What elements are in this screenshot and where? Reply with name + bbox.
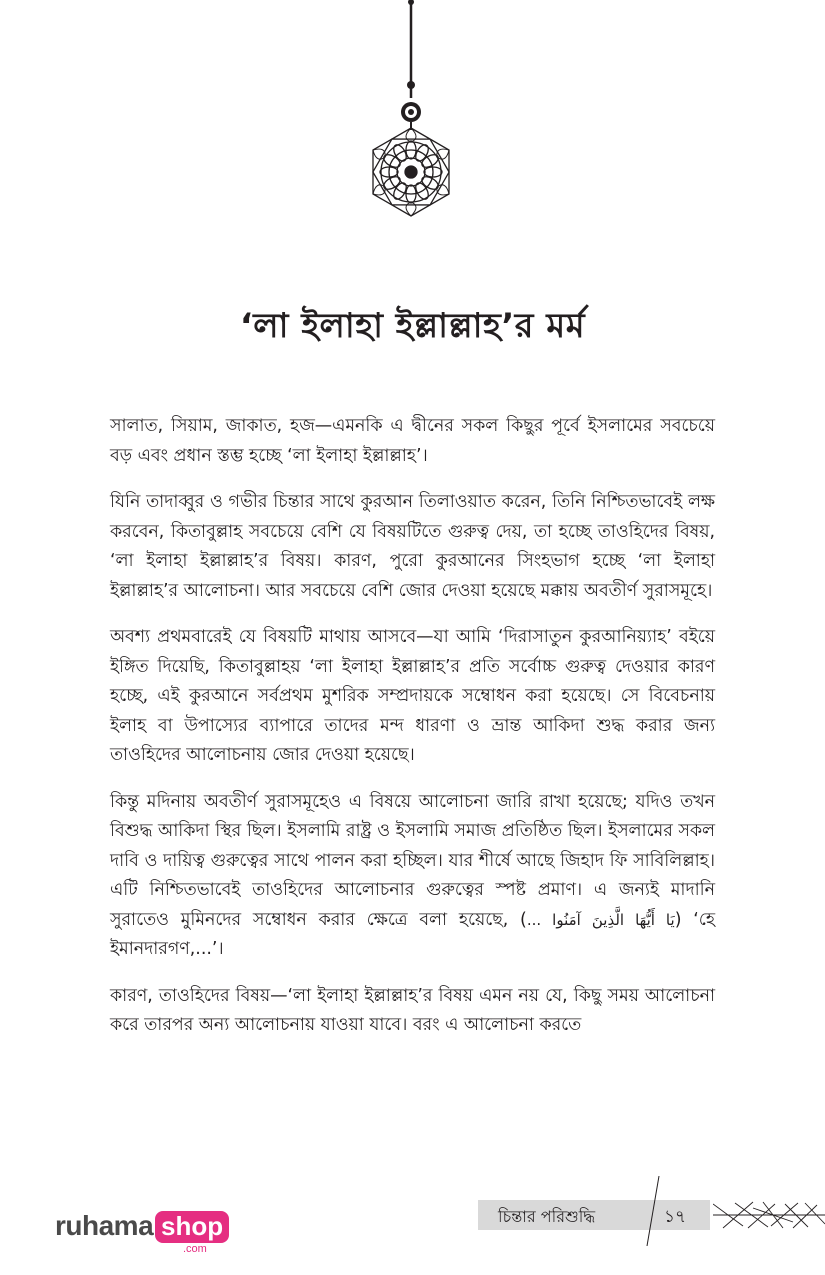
page-number: ১৭: [664, 1207, 687, 1227]
arabic-quote: يَا أَيُّهَا الَّذِينَ آمَنُوا ...: [526, 910, 675, 929]
logo-text-ruhama: ruhama: [55, 1210, 154, 1241]
paragraph: [110, 788, 715, 965]
footer-book-title: চিন্তার পরিশুদ্ধি: [498, 1207, 596, 1226]
paragraph: অবশ্য প্রথমবারেই যে বিষয়টি মাথায় আসবে—যা আমি ‘দিরাসাতুন কুরআনিয়্যাহ’ বইয়ে ইঙ্গিত দিয়েছি, কিতাবুল্লাহয় ‘লা ইলাহা ইল্লাল্লাহ’র প্রতি সর্বোচ্চ গুরুত্ব দেওয়ার কারণ হচ্ছে, এই কুরআনে সর্বপ্রথম মুশরিক সম্প্রদায়কে সম্বোধন করা হয়েছে। সে বিবেচনায় ইলাহ বা উপাস্যের ব্যাপারে তাদের মন্দ ধারণা ও ভ্রান্ত আকিদা শুদ্ধ করার জন্য তাওহিদের আলোচনায় জোর দেওয়া হয়েছে।: [110, 627, 715, 765]
paragraph-tail: ) ‘হে ইমানদারগণ,...’।: [110, 909, 715, 959]
logo-text-com: .com: [183, 1243, 207, 1255]
logo-text-shop: shop: [155, 1211, 229, 1243]
paragraph: কারণ, তাওহিদের বিষয়—‘লা ইলাহা ইল্লাল্লাহ’র বিষয় এমন নয় যে, কিছু সময় আলোচনা করে তারপর অন্য আলোচনায় যাওয়া যাবে। বরং এ আলোচনা করতে: [110, 985, 715, 1035]
mandala-ornament-icon: [355, 0, 467, 220]
footer-divider-icon: [643, 1176, 663, 1246]
paragraph: সালাত, সিয়াম, জাকাত, হজ—এমনকি এ দ্বীনের সকল কিছুর পূর্বে ইসলামের সবচেয়ে বড় এবং প্রধান স্তম্ভ হচ্ছে ‘লা ইলাহা ইল্লাল্লাহ’।: [110, 416, 715, 466]
page-footer: [478, 1200, 825, 1230]
hatch-pattern-icon: [713, 1200, 825, 1230]
publisher-logo: [55, 1210, 235, 1260]
body-text: [110, 412, 715, 1058]
paragraph-text: কিন্তু মদিনায় অবতীর্ণ সুরাসমূহেও এ বিষয়ে আলোচনা জারি রাখা হয়েছে; যদিও তখন বিশুদ্ধ আকিদা স্থির ছিল। ইসলামি রাষ্ট্র ও ইসলামি সমাজ প্রতিষ্ঠিত ছিল। ইসলামের সকল দাবি ও দায়িত্ব গুরুত্বের সাথে পালন করা হচ্ছিল। যার শীর্ষে আছে জিহাদ ফি সাবিলিল্লাহ। এটি নিশ্চিতভাবেই তাওহিদের আলোচনার গুরুত্বের স্পষ্ট প্রমাণ। এ জন্যই মাদানি সুরাতেও মুমিনদের সম্বোধন করার ক্ষেত্রে বলা হয়েছে, (: [110, 791, 715, 930]
page-title: ‘লা ইলাহা ইল্লাল্লাহ’র মর্ম: [239, 306, 586, 346]
paragraph: যিনি তাদাব্বুর ও গভীর চিন্তার সাথে কুরআন তিলাওয়াত করেন, তিনি নিশ্চিতভাবেই লক্ষ করবেন, কিতাবুল্লাহ সবচেয়ে বেশি যে বিষয়টিতে গুরুত্ব দেয়, তা হচ্ছে তাওহিদের বিষয়, ‘লা ইলাহা ইল্লাল্লাহ’র বিষয়। কারণ, পুরো কুরআনের সিংহভাগ হচ্ছে ‘লা ইলাহা ইল্লাল্লাহ’র আলোচনা। আর সবচেয়ে বেশি জোর দেওয়া হয়েছে মক্কায় অবতীর্ণ সুরাসমূহে।: [110, 492, 715, 601]
